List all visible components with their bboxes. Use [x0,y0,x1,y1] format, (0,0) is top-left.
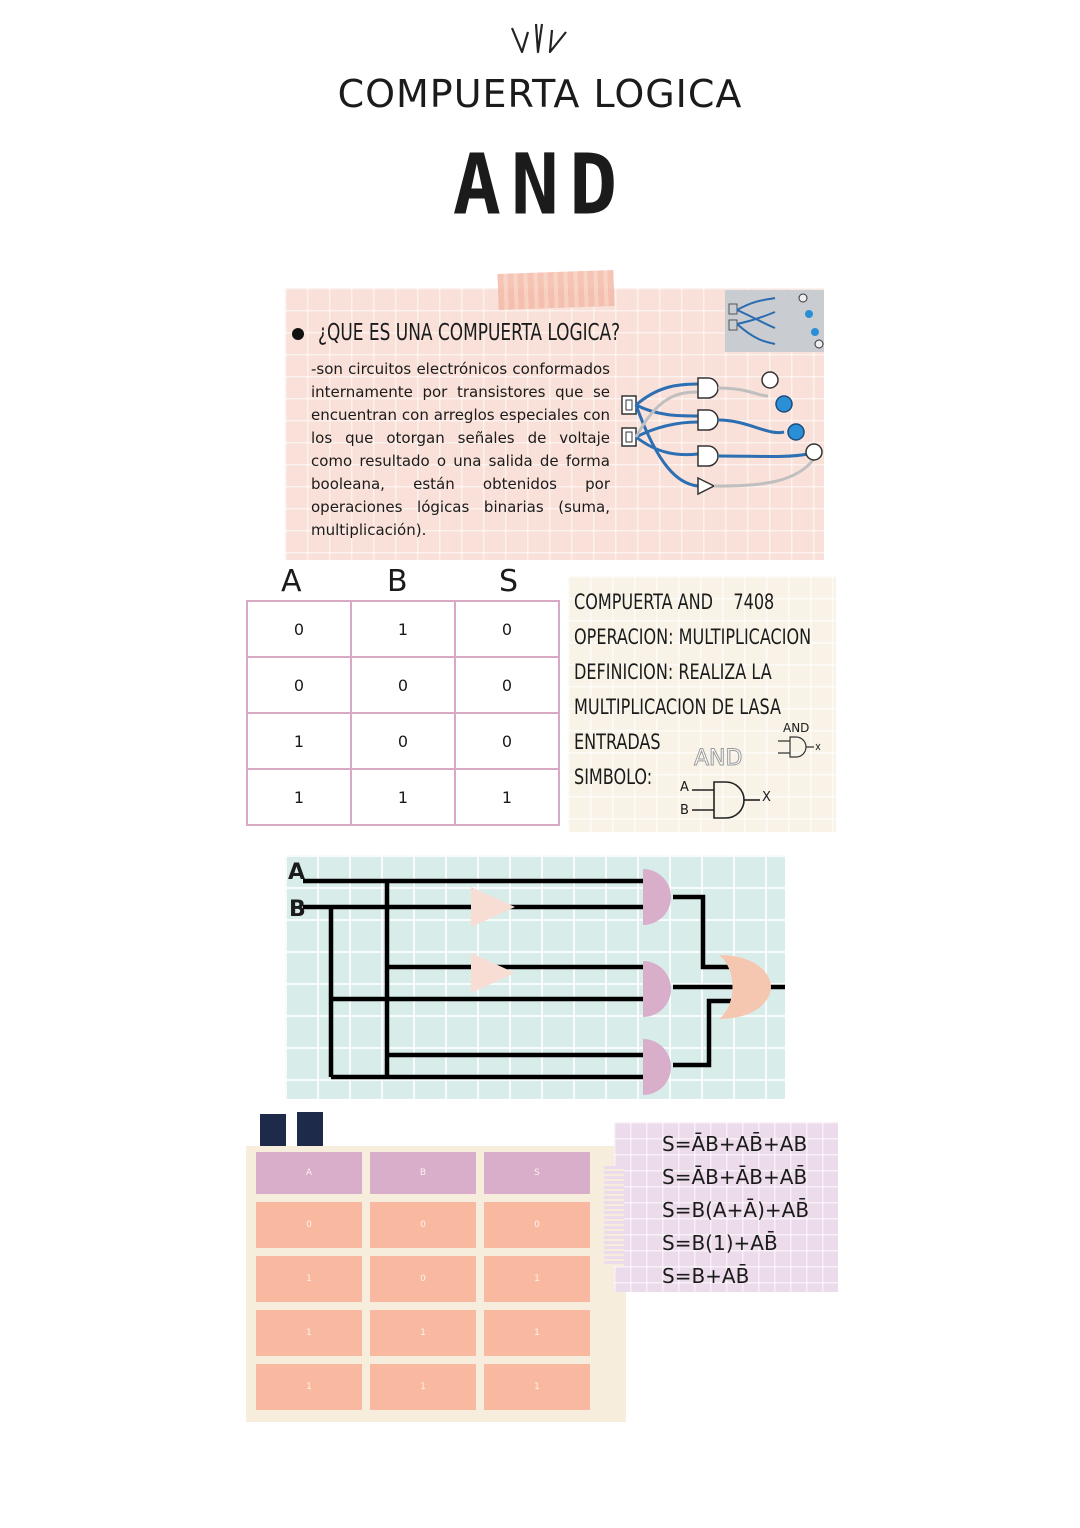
table-cell: 1 [484,1364,590,1410]
and-gate-icon [692,780,762,820]
table-cell: 1 [256,1310,362,1356]
washi-tape [497,270,614,310]
table-cell: 0 [370,1256,476,1302]
table-cell: 0 [455,601,559,657]
table-cell: 1 [484,1310,590,1356]
table-cell: 0 [484,1202,590,1248]
symbol-input-b: B [680,803,689,818]
table-cell: 1 [247,769,351,825]
symbol-input-a: A [680,780,689,795]
circuit-illustration [618,366,828,498]
spec-line-gate: COMPUERTA AND 7408 [574,590,775,614]
table2 [248,1144,598,1418]
table-cell: 1 [370,1310,476,1356]
table-cell: 1 [351,601,455,657]
symbol-output-x: X [762,790,771,805]
truth-table-header-a: A [281,564,302,599]
table-header-cell: A [256,1152,362,1194]
truth-table-header-b: B [387,564,408,599]
torn-edge [604,1166,624,1266]
table-row [256,1310,590,1356]
table-cell: 1 [247,713,351,769]
table-row [256,1152,590,1194]
spec-line-operation: OPERACION: MULTIPLICACION [574,625,812,649]
table-cell: 0 [455,657,559,713]
formula-line: S=ĀB+AB̄+AB [662,1132,808,1156]
table-cell: 1 [484,1256,590,1302]
spec-line-symbol: SIMBOLO: [574,765,653,789]
formula-line: S=B+AB̄ [662,1264,750,1288]
table-row [256,1202,590,1248]
intro-text: -son circuitos electrónicos conformados internamente por transistores que se encuentran con arreglos especiales con los que otorgan señales de voltaje como resultado o una salida de forma booleana, están obtenidos por operaciones lógicas binarias (suma, multiplicación). [311,360,610,539]
table-cell: 1 [455,769,559,825]
table-row [247,601,559,657]
truth-table-header-s: S [499,564,519,599]
logic-circuit [285,855,785,1099]
formula-line: S=ĀB+ĀB+AB̄ [662,1165,808,1189]
table-header-cell: S [484,1152,590,1194]
page-subtitle: AND [452,135,628,234]
table-cell: 0 [256,1202,362,1248]
sparkle-icon [508,18,572,58]
page-title: COMPUERTA LOGICA [337,72,743,116]
table-row [256,1364,590,1410]
binder-clip-right [297,1112,323,1146]
table-row [247,713,559,769]
and-small-label: AND [783,721,810,735]
table-row [247,769,559,825]
circuit-thumbnail [725,290,824,352]
table-cell: 0 [455,713,559,769]
spec-line-definition-2: MULTIPLICACION DE LASA [574,695,782,719]
bullet-icon [292,328,304,340]
spec-line-definition: DEFINICION: REALIZA LA [574,660,772,684]
table-cell: 0 [247,657,351,713]
circuit-label-a: A [288,860,306,885]
and-gate-small-icon [774,734,824,760]
table-cell: 1 [370,1364,476,1410]
table-cell: 0 [370,1202,476,1248]
table-row [256,1256,590,1302]
table-cell: 1 [351,769,455,825]
spec-text [574,585,811,795]
formula-list [662,1128,809,1293]
intro-heading: ¿QUE ES UNA COMPUERTA LOGICA? [318,320,621,346]
table-cell: 1 [256,1364,362,1410]
spec-line-definition-3: ENTRADAS [574,730,661,754]
formula-line: S=B(1)+AB̄ [662,1231,778,1255]
table-row [247,657,559,713]
circuit-label-b: B [289,897,306,922]
formula-line: S=B(A+Ā)+AB̄ [662,1198,810,1222]
table-cell: 1 [256,1256,362,1302]
table-header-cell: B [370,1152,476,1194]
table-cell: 0 [351,713,455,769]
table-cell: 0 [247,601,351,657]
and-symbol-label: AND [694,746,743,771]
table-cell: 0 [351,657,455,713]
truth-table [246,600,560,826]
